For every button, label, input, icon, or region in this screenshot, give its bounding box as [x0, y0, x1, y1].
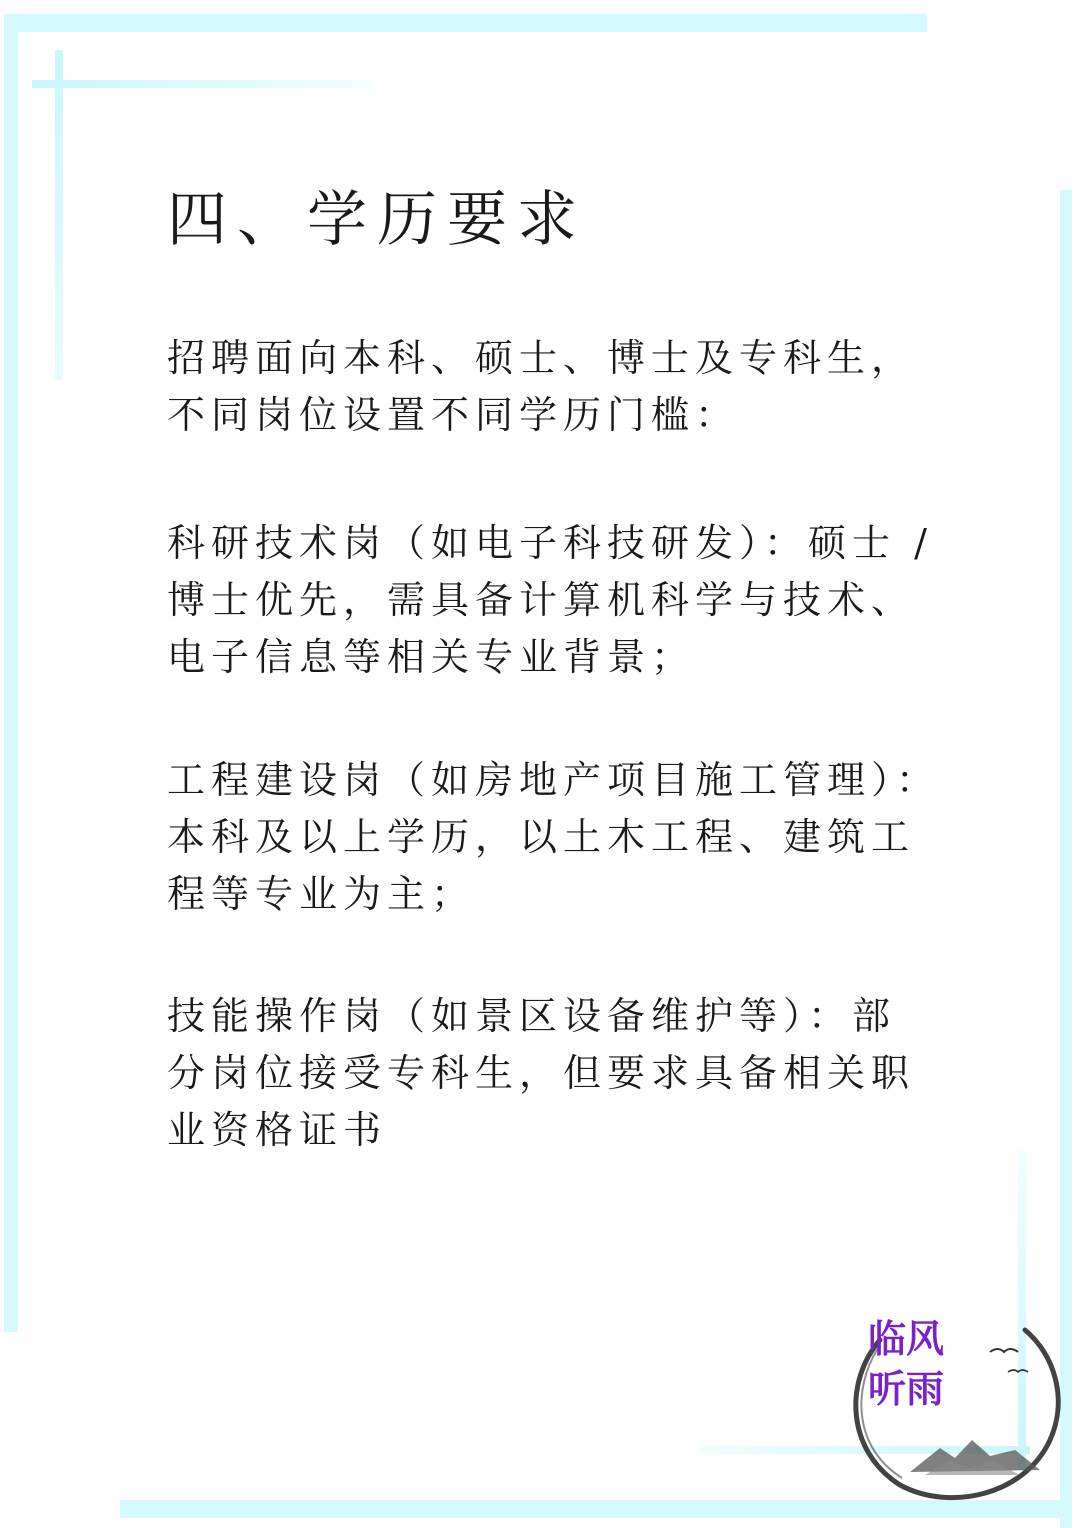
research-line: 电子信息等相关专业背景；: [167, 635, 696, 679]
engineering-line: 工程建设岗（如房地产项目施工管理）：: [167, 758, 941, 802]
skills-line: 业资格证书: [167, 1108, 388, 1152]
skills-paragraph: [167, 988, 927, 1159]
engineering-line: 本科及以上学历，以土木工程、建筑工: [167, 815, 916, 859]
engineering-paragraph: [167, 752, 941, 923]
research-paragraph: [167, 515, 933, 686]
section-heading: 四、学历要求: [167, 185, 587, 255]
engineering-line: 程等专业为主；: [167, 872, 476, 916]
ink-landscape-moon-logo: [840, 1300, 1070, 1505]
frame-top-bar: [12, 14, 927, 32]
skills-line: 分岗位接受专科生，但要求具备相关职: [167, 1051, 916, 1095]
skills-line: 技能操作岗（如景区设备维护等）：部: [167, 994, 897, 1038]
intro-line: 不同岗位设置不同学历门槛：: [167, 393, 740, 437]
frame-left-bar: [4, 14, 18, 1332]
research-line: 科研技术岗（如电子科技研发）：硕士 /: [167, 521, 933, 565]
intro-paragraph: [167, 330, 927, 444]
frame-left-inner-bar: [55, 50, 63, 380]
frame-top-inner-bar: [32, 80, 372, 88]
research-line: 博士优先，需具备计算机科学与技术、: [167, 578, 916, 622]
logo-text-top: 临风: [868, 1316, 945, 1361]
intro-line: 招聘面向本科、硕士、博士及专科生，: [167, 336, 916, 380]
logo-text-bottom: 听雨: [868, 1366, 945, 1411]
